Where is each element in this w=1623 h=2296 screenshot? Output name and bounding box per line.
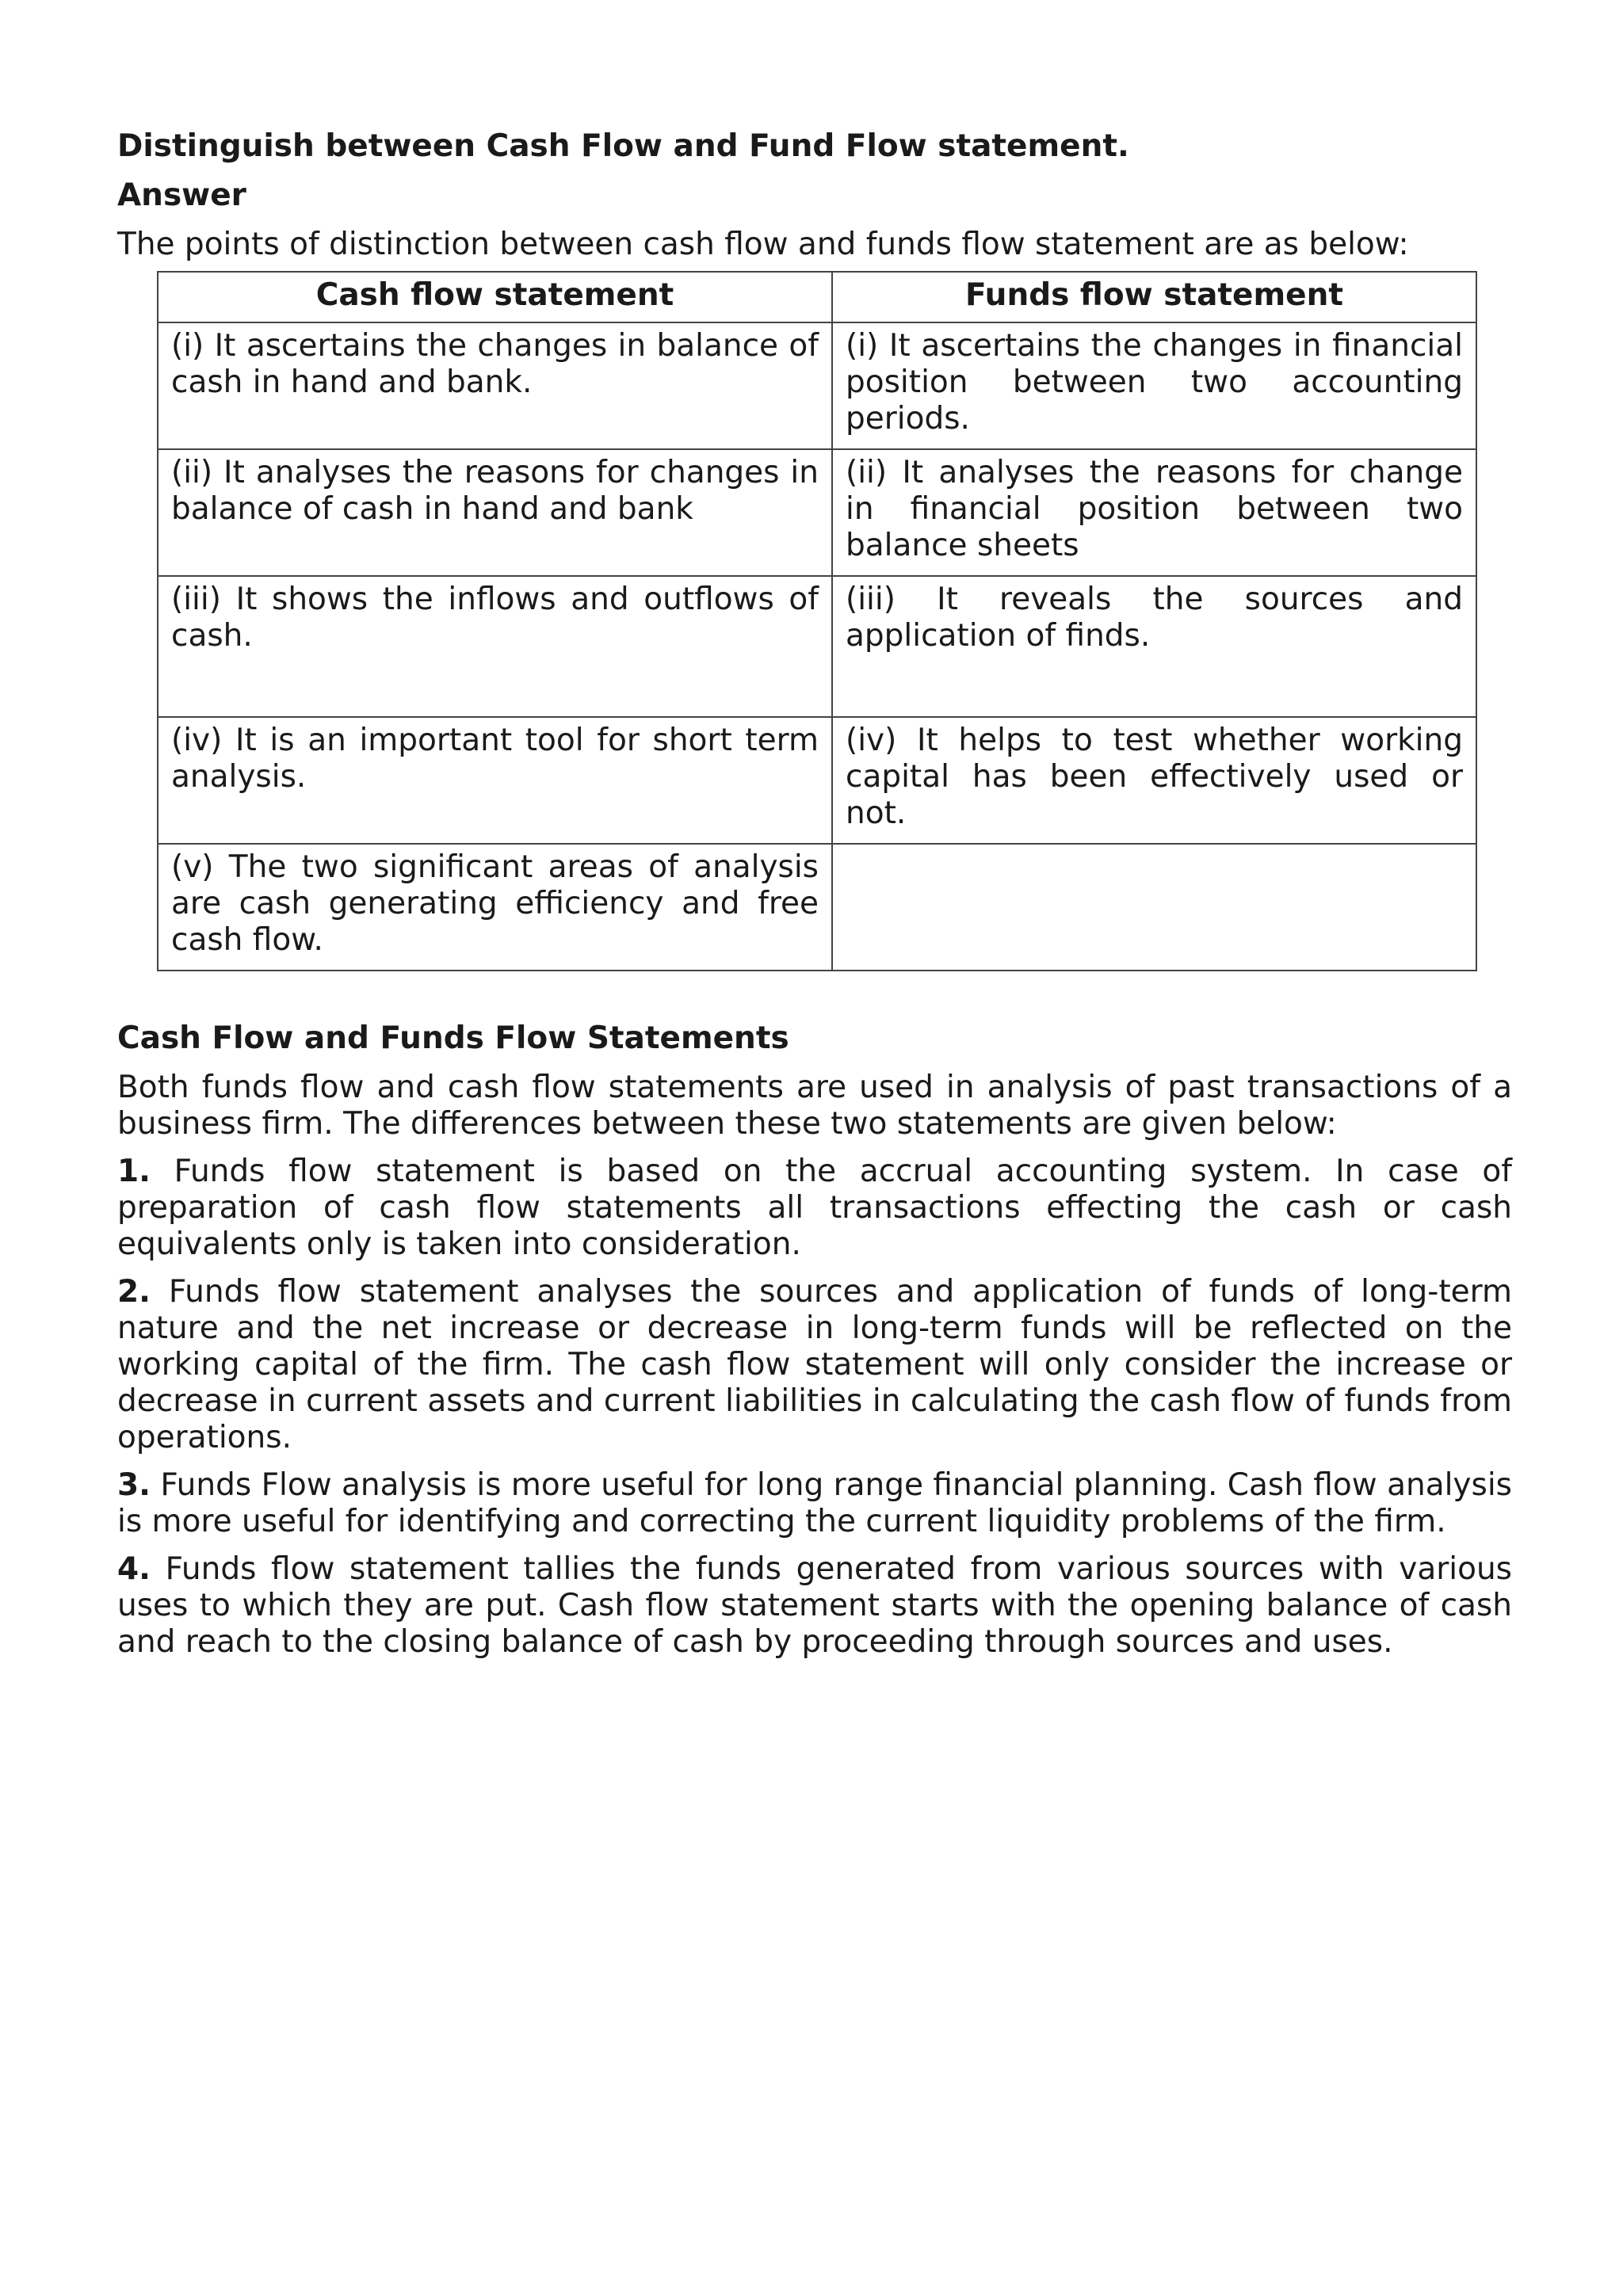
funds-flow-cell: (iii) It reveals the sources and application of finds. xyxy=(832,576,1476,717)
table-row xyxy=(158,844,1476,971)
point-text: Funds flow statement is based on the accrual accounting system. In case of preparation of cash flow statements all transactions effecting the cash or cash equivalents only is taken into consideration. xyxy=(117,1154,1512,1262)
funds-flow-cell: (i) It ascertains the changes in financial position between two accounting periods. xyxy=(832,322,1476,449)
table-row xyxy=(158,449,1476,576)
point-number: 1. xyxy=(117,1154,151,1189)
point-paragraph xyxy=(117,1274,1512,1456)
question-heading: Distinguish between Cash Flow and Fund Flow statement. xyxy=(117,128,1129,164)
section-intro: Both funds flow and cash flow statements are used in analysis of past transactions of a business firm. The differences between these two statements are given below: xyxy=(117,1070,1512,1142)
table-header-row xyxy=(158,272,1476,322)
cash-flow-cell: (i) It ascertains the changes in balance of cash in hand and bank. xyxy=(158,322,832,449)
answer-label: Answer xyxy=(117,177,246,213)
section-heading: Cash Flow and Funds Flow Statements xyxy=(117,1020,789,1056)
table-row xyxy=(158,576,1476,717)
header-cash-flow: Cash flow statement xyxy=(158,272,832,322)
header-funds-flow: Funds flow statement xyxy=(832,272,1476,322)
cash-flow-cell: (ii) It analyses the reasons for changes in balance of cash in hand and bank xyxy=(158,449,832,576)
funds-flow-cell: (ii) It analyses the reasons for change in financial position between two balance sheets xyxy=(832,449,1476,576)
point-number: 2. xyxy=(117,1274,151,1310)
point-text: Funds flow statement analyses the sources and application of funds of long-term nature and the net increase or decrease in long-term funds will be reflected on the working capital of the firm. The cash flow statement will only consider the increase or decrease in current assets and current liabilities in calculating the cash flow of funds from operations. xyxy=(117,1274,1512,1455)
funds-flow-cell xyxy=(832,844,1476,971)
point-text: Funds Flow analysis is more useful for long range financial planning. Cash flow analysis is more useful for identifying and correcting the current liquidity problems of the firm. xyxy=(117,1467,1512,1539)
point-paragraph xyxy=(117,1551,1512,1661)
point-text: Funds flow statement tallies the funds generated from various sources with various uses to which they are put. Cash flow statement starts with the opening balance of cash and reach to the closing balance of cash by proceeding through sources and uses. xyxy=(117,1551,1512,1660)
cash-flow-cell: (iv) It is an important tool for short term analysis. xyxy=(158,717,832,844)
table-row xyxy=(158,717,1476,844)
intro-text: The points of distinction between cash flow and funds flow statement are as below: xyxy=(117,227,1409,262)
funds-flow-cell: (iv) It helps to test whether working capital has been effectively used or not. xyxy=(832,717,1476,844)
table-row xyxy=(158,322,1476,449)
cash-flow-cell: (iii) It shows the inflows and outflows of cash. xyxy=(158,576,832,717)
comparison-table xyxy=(157,271,1477,971)
point-number: 3. xyxy=(117,1467,151,1503)
point-paragraph xyxy=(117,1154,1512,1263)
point-number: 4. xyxy=(117,1551,151,1587)
document-page xyxy=(117,127,1512,1661)
cash-flow-cell: (v) The two significant areas of analysis are cash generating efficiency and free cash flow. xyxy=(158,844,832,971)
point-paragraph xyxy=(117,1467,1512,1540)
